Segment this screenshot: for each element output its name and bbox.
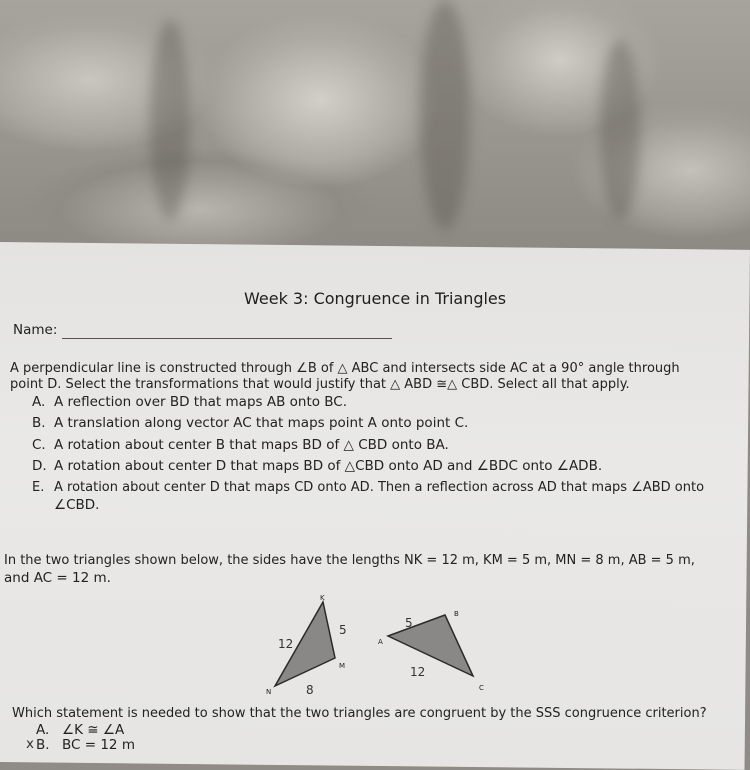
- q2-option-a-letter: A.: [36, 722, 50, 738]
- side-label-mn: 8: [306, 683, 314, 697]
- name-blank-line: [62, 338, 392, 339]
- handwritten-x-mark: x: [26, 736, 34, 752]
- q2-option-b-text: BC = 12 m: [62, 737, 135, 753]
- q1-option-a-letter: A.: [32, 394, 46, 410]
- q2-option-b-letter: B.: [36, 737, 50, 753]
- q1-option-e-letter: E.: [32, 480, 45, 495]
- q1-option-b-letter: B.: [32, 415, 46, 431]
- label-k: K: [320, 594, 325, 602]
- triangles-figure: [250, 592, 510, 702]
- blanket-fold: [420, 0, 470, 230]
- blanket-fold: [150, 20, 190, 220]
- q2-stem-line1: In the two triangles shown below, the sides have the lengths NK = 12 m, KM = 5 m, MN = 8 m, AB = 5 m,: [4, 553, 695, 568]
- side-label-km: 5: [339, 623, 347, 637]
- side-label-nk: 12: [278, 637, 294, 651]
- q1-option-b-text: A translation along vector AC that maps point A onto point C.: [54, 415, 469, 431]
- q1-option-d-letter: D.: [32, 458, 47, 474]
- q1-option-e-continuation: ∠CBD.: [54, 497, 100, 513]
- q1-option-e-text: A rotation about center D that maps CD onto AD. Then a reflection across AD that maps ∠ABD onto: [54, 480, 705, 495]
- label-c: C: [479, 684, 484, 692]
- worksheet-title: Week 3: Congruence in Triangles: [244, 289, 507, 308]
- label-m: M: [339, 662, 346, 670]
- label-n: N: [266, 688, 272, 696]
- label-a: A: [378, 638, 383, 646]
- q2-stem-line2: and AC = 12 m.: [4, 570, 111, 586]
- q1-option-c-letter: C.: [32, 437, 46, 453]
- side-label-ac: 12: [410, 665, 426, 679]
- triangle-abc: [388, 615, 473, 676]
- q1-stem-line1: A perpendicular line is constructed through ∠B of △ ABC and intersects side AC at a 90° angle through: [10, 361, 680, 376]
- q1-option-a-text: A reflection over BD that maps AB onto BC.: [54, 394, 348, 410]
- label-b: B: [454, 610, 459, 618]
- q2-option-a-text: ∠K ≅ ∠A: [62, 722, 125, 738]
- q1-stem-line2: point D. Select the transformations that would justify that △ ABD ≅△ CBD. Select all that apply.: [10, 377, 630, 392]
- name-label: Name:: [13, 322, 58, 338]
- side-label-ab: 5: [405, 616, 413, 630]
- blanket-fold: [600, 40, 640, 220]
- q1-option-c-text: A rotation about center B that maps BD of △ CBD onto BA.: [54, 437, 449, 453]
- q1-option-d-text: A rotation about center D that maps BD of △CBD onto AD and ∠BDC onto ∠ADB.: [54, 458, 603, 474]
- q2-question: Which statement is needed to show that the two triangles are congruent by the SSS congruence criterion?: [12, 706, 707, 721]
